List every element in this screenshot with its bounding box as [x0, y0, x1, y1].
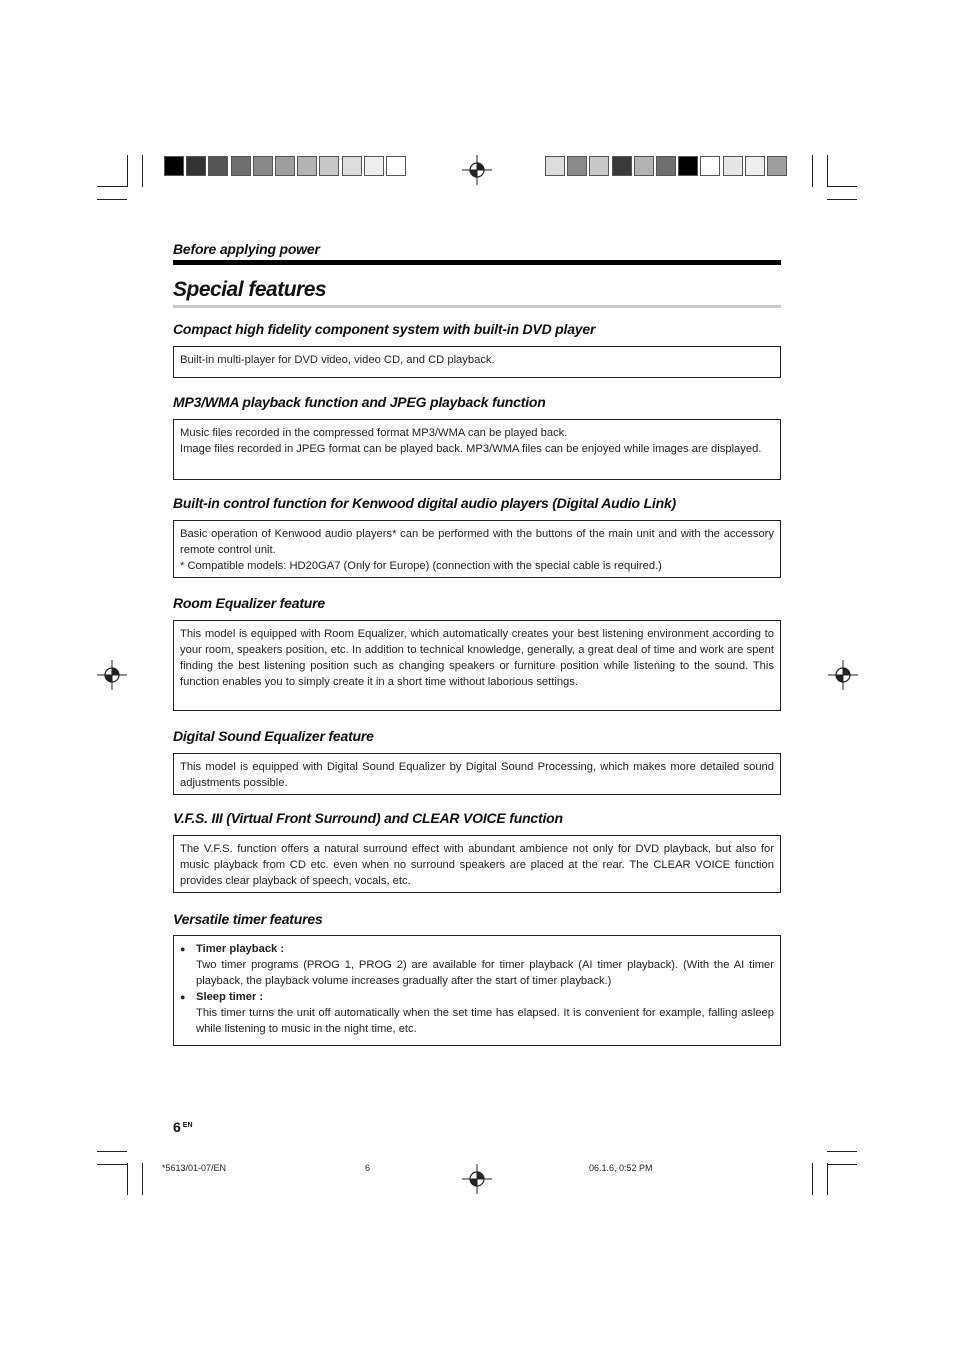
bullet-text: Two timer programs (PROG 1, PROG 2) are available for timer playback (AI timer playback). (With the AI timer playback, the playback volume increases gradually after the start of timer playback.): [196, 959, 774, 987]
bullet-title: Timer playback :: [196, 943, 285, 955]
feature-text: This model is equipped with Digital Sound Equalizer by Digital Sound Processing, which makes more detailed sound adjustments possible.: [180, 761, 774, 789]
color-swatch: [297, 156, 317, 176]
feature-box: [173, 346, 781, 378]
footer-timestamp: 06.1.6, 0:52 PM: [589, 1163, 653, 1173]
crop-mark: [827, 1163, 828, 1195]
feature-heading: MP3/WMA playback function and JPEG playback function: [173, 394, 546, 410]
feature-box: [173, 753, 781, 795]
bullet-title: Sleep timer :: [196, 991, 264, 1003]
page-number-value: 6: [173, 1119, 181, 1135]
registration-mark-icon: [462, 155, 492, 185]
bullet-text: This timer turns the unit off automatically when the set time has elapsed. It is convenient for example, falling asleep while listening to music in the night time, etc.: [196, 1007, 774, 1035]
feature-box: [173, 620, 781, 711]
color-swatch: [164, 156, 184, 176]
feature-box: [173, 935, 781, 1046]
color-swatch: [678, 156, 698, 176]
crop-mark: [812, 155, 813, 187]
color-swatch: [364, 156, 384, 176]
registration-mark-icon: [462, 1164, 492, 1194]
crop-mark: [127, 1163, 128, 1195]
color-swatch: [253, 156, 273, 176]
crop-mark: [97, 1164, 127, 1165]
feature-box: [173, 835, 781, 893]
feature-heading: Built-in control function for Kenwood digital audio players (Digital Audio Link): [173, 495, 677, 511]
color-swatch: [634, 156, 654, 176]
color-swatch: [186, 156, 206, 176]
color-swatch: [545, 156, 565, 176]
title-rule: [173, 305, 781, 308]
footer-code: *5613/01-07/EN: [162, 1163, 227, 1173]
crop-mark: [827, 155, 828, 187]
color-swatch: [342, 156, 362, 176]
feature-text: Built-in multi-player for DVD video, video CD, and CD playback.: [180, 354, 495, 366]
crop-mark: [97, 199, 127, 200]
color-swatch: [656, 156, 676, 176]
crop-mark: [142, 155, 143, 187]
feature-text: * Compatible models: HD20GA7 (Only for Europe) (connection with the special cable is required.): [180, 560, 662, 572]
color-swatch: [723, 156, 743, 176]
bullet-icon: ●: [180, 944, 186, 954]
bullet-icon: ●: [180, 992, 186, 1002]
page-number: [173, 1119, 193, 1135]
section-header: Before applying power: [173, 241, 320, 257]
color-swatch: [208, 156, 228, 176]
registration-mark-icon: [97, 660, 127, 690]
footer-page: 6: [365, 1163, 371, 1173]
feature-text: The V.F.S. function offers a natural surround effect with abundant ambience not only for DVD playback, but also for music playback from CD etc. even when no surround speakers are placed at the rear. The CLEAR VOICE function provides clear playback of speech, vocals, etc.: [180, 843, 774, 887]
feature-text: Basic operation of Kenwood audio players* can be performed with the buttons of the main unit and with the accessory remote control unit.: [180, 528, 774, 556]
feature-heading: Room Equalizer feature: [173, 595, 325, 611]
color-swatch: [589, 156, 609, 176]
color-swatch: [386, 156, 406, 176]
feature-text: Music files recorded in the compressed format MP3/WMA can be played back.: [180, 427, 568, 439]
color-swatch: [567, 156, 587, 176]
page-language: EN: [182, 1122, 193, 1129]
crop-mark: [97, 186, 127, 187]
crop-mark: [142, 1163, 143, 1195]
feature-text: This model is equipped with Room Equalizer, which automatically creates your best listening environment according to your room, speakers position, etc. In addition to technical knowledge, generally, a great deal of time and work are spent finding the best listening position such as changing speakers or furniture position while listening to the sound. This function enables you to simply create it in a short time without laborious settings.: [180, 628, 774, 688]
feature-heading: V.F.S. III (Virtual Front Surround) and CLEAR VOICE function: [173, 810, 563, 826]
bullet-item: [180, 989, 774, 1037]
color-swatch: [231, 156, 251, 176]
crop-mark: [97, 1151, 127, 1152]
crop-mark: [827, 1164, 857, 1165]
crop-mark: [827, 1151, 857, 1152]
color-swatch: [767, 156, 787, 176]
page-title: Special features: [173, 278, 327, 301]
crop-mark: [812, 1163, 813, 1195]
color-swatch: [700, 156, 720, 176]
color-swatch: [319, 156, 339, 176]
feature-box: [173, 419, 781, 480]
crop-mark: [827, 199, 857, 200]
crop-mark: [827, 186, 857, 187]
feature-heading: Compact high fidelity component system with built-in DVD player: [173, 321, 596, 337]
feature-heading: Digital Sound Equalizer feature: [173, 728, 374, 744]
feature-box: [173, 520, 781, 578]
crop-mark: [127, 155, 128, 187]
color-swatch: [275, 156, 295, 176]
color-swatch: [745, 156, 765, 176]
feature-text: Image files recorded in JPEG format can be played back. MP3/WMA files can be enjoyed while images are displayed.: [180, 443, 762, 455]
feature-heading: Versatile timer features: [173, 911, 323, 927]
bullet-item: [180, 941, 774, 989]
color-swatch: [612, 156, 632, 176]
header-rule: [173, 260, 781, 265]
registration-mark-icon: [828, 660, 858, 690]
